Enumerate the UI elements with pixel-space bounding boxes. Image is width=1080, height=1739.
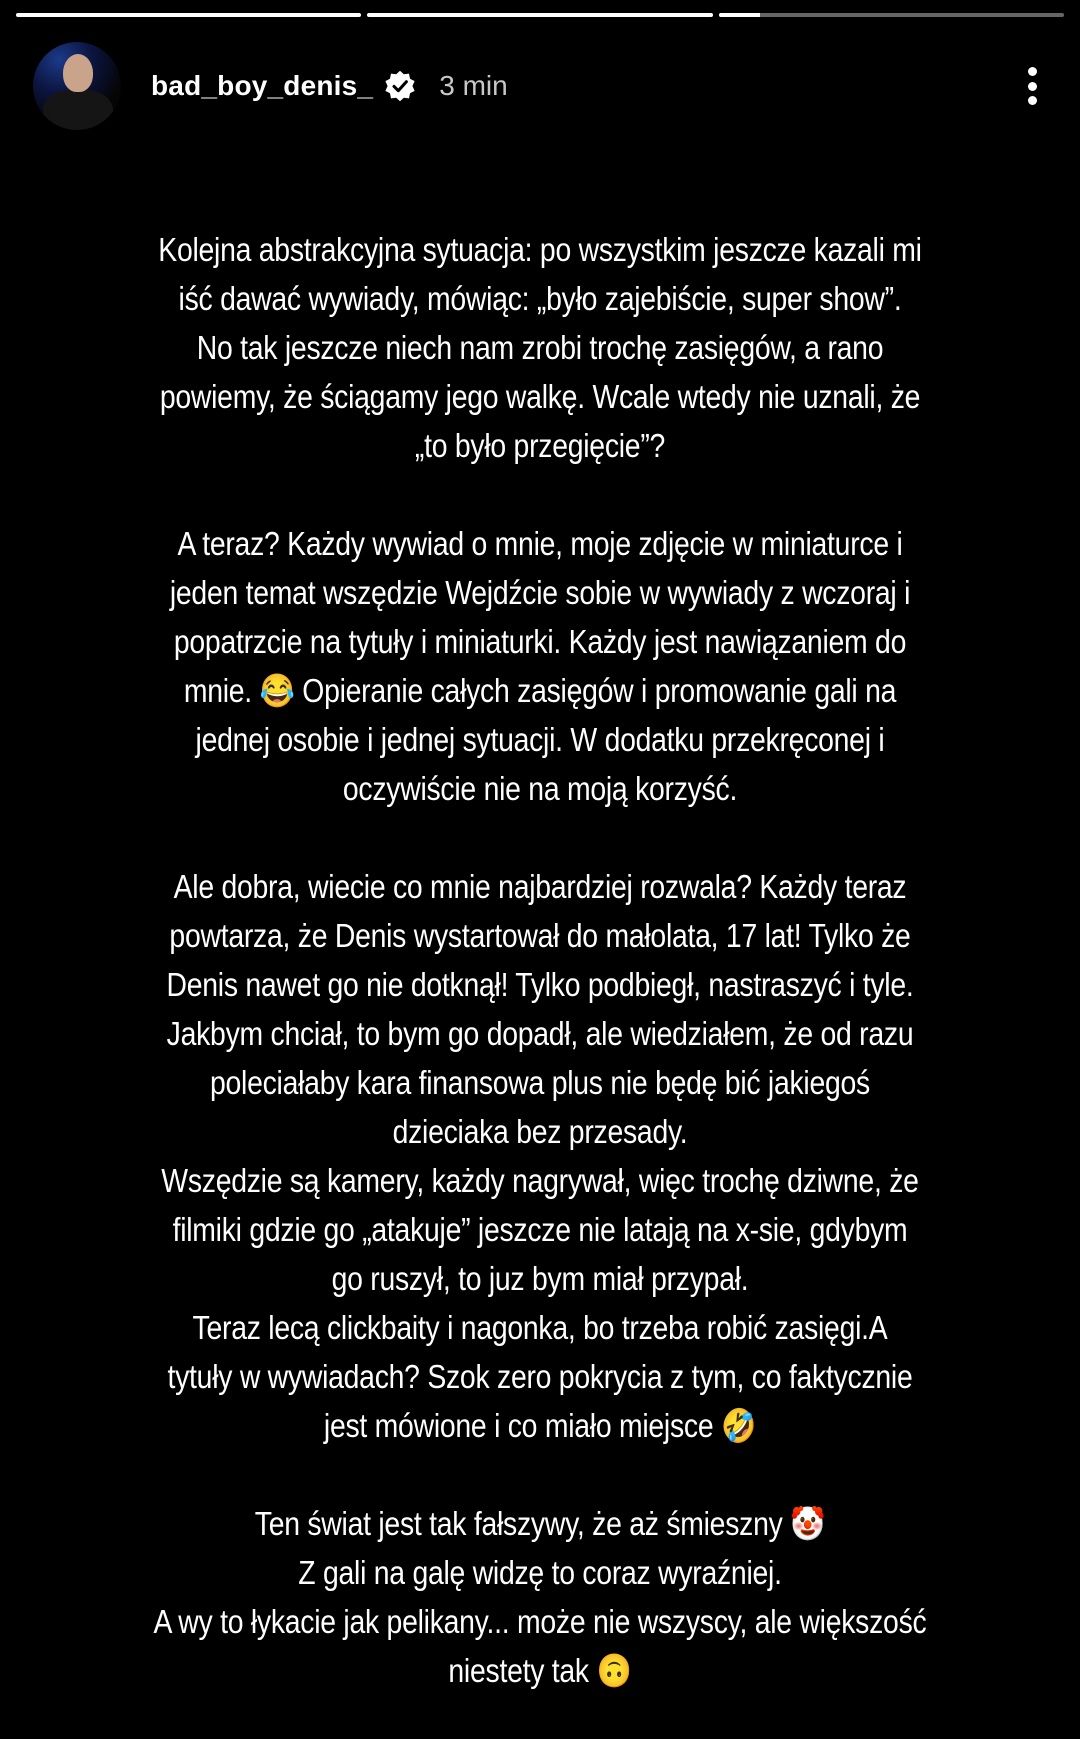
- story-paragraph-2: A teraz? Każdy wywiad o mnie, moje zdjęcie w miniaturce i jeden temat wszędzie Wejdźcie sobie w wywiady z wczoraj i popatrzcie na tytuły i miniaturki. Każdy jest nawiązaniem do mnie. 😂 Opieranie całych zasięgów i promowanie gali na jednej osobie i jednej sytuacji. W dodatku przekręconej i oczywiście nie na moją korzyść.: [169, 525, 911, 807]
- verified-badge-icon: [383, 69, 417, 103]
- menu-dot: [1028, 67, 1037, 76]
- menu-dot: [1028, 82, 1037, 91]
- story-paragraph-4: Ten świat jest tak fałszywy, że aż śmieszny 🤡 Z gali na galę widzę to coraz wyraźniej. A wy to łykacie jak pelikany... może nie wszyscy, ale większość niestety tak 🙃: [153, 1505, 927, 1689]
- story-paragraph-1: Kolejna abstrakcyjna sytuacja: po wszystkim jeszcze kazali mi iść dawać wywiady, mówiąc: „było zajebiście, super show”. No tak jeszcze niech nam zrobi trochę zasięgów, a rano powiemy, że ściągamy jego walkę. Wcale wtedy nie uznali, że „to było przegięcie”?: [158, 231, 922, 464]
- more-vertical-icon[interactable]: [1017, 61, 1047, 111]
- avatar-shoulders: [43, 90, 113, 130]
- progress-segment-3-fill: [719, 13, 760, 17]
- progress-segment-2-fill: [367, 13, 712, 17]
- story-text: [153, 225, 927, 1695]
- avatar[interactable]: [33, 42, 121, 130]
- progress-segment-1: [16, 13, 361, 17]
- progress-segment-2: [367, 13, 712, 17]
- story-header: [33, 42, 1047, 130]
- post-time: 3 min: [439, 70, 508, 101]
- progress-segment-3: [719, 13, 1064, 17]
- story-progress-bar: [16, 13, 1064, 17]
- progress-segment-1-fill: [16, 13, 361, 17]
- menu-dot: [1028, 96, 1037, 105]
- story-paragraph-3: Ale dobra, wiecie co mnie najbardziej rozwala? Każdy teraz powtarza, że Denis wystartował do małolata, 17 lat! Tylko że Denis nawet go nie dotknął! Tylko podbiegł, nastraszyć i tyle. Jakbym chciał, to bym go dopadł, ale wiedziałem, że od razu poleciałaby kara finansowa plus nie będę bić jakiegoś dzieciaka bez przesady. Wszędzie są kamery, każdy nagrywał, więc trochę dziwne, że filmiki gdzie go „atakuje” jeszcze nie latają na x-sie, gdybym go ruszył, to juz bym miał przypał. Teraz lecą clickbaity i nagonka, bo trzeba robić zasięgi.A tytuły w wywiadach? Szok zero pokrycia z tym, co faktycznie jest mówione i co miało miejsce 🤣: [161, 868, 919, 1444]
- username[interactable]: bad_boy_denis_: [151, 70, 374, 101]
- avatar-head: [63, 54, 93, 92]
